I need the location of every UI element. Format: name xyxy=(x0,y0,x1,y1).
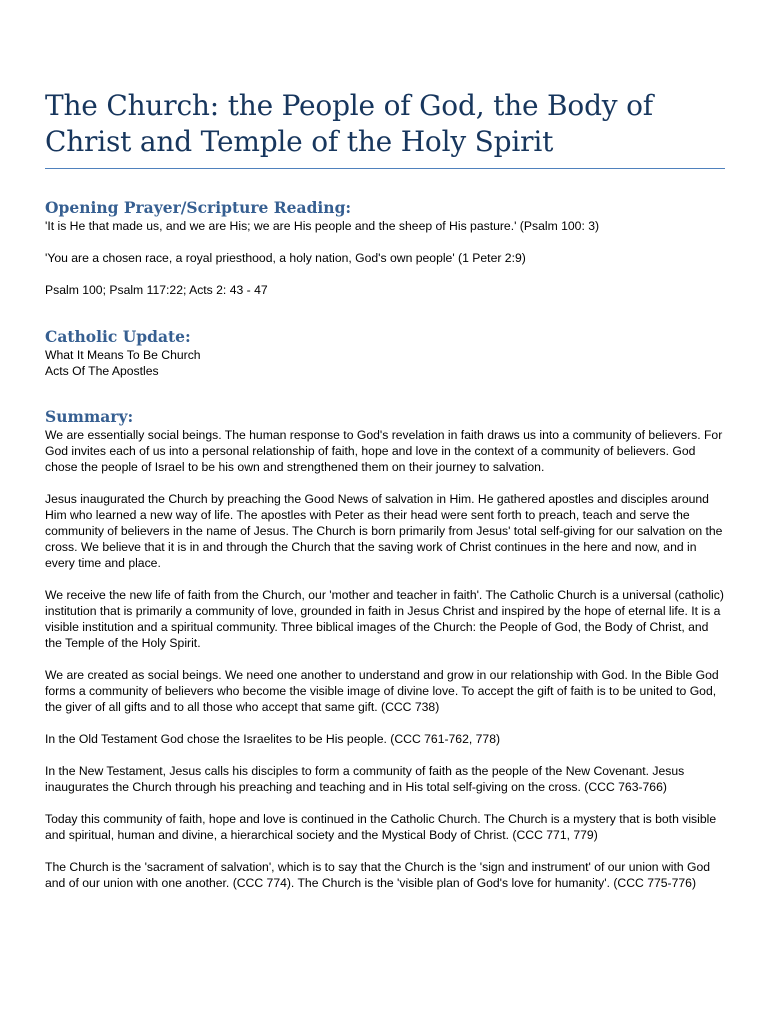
document-title: The Church: the People of God, the Body of Christ and Temple of the Holy Spirit xyxy=(45,89,653,158)
scripture-quote-peter: 'You are a chosen race, a royal priesthood, a holy nation, God's own people' (1 Peter 2:9) xyxy=(45,251,526,265)
opening-prayer-body xyxy=(45,218,725,298)
scripture-references: Psalm 100; Psalm 117:22; Acts 2: 43 - 47 xyxy=(45,283,268,297)
catholic-update-item: Acts Of The Apostles xyxy=(45,364,159,378)
summary-paragraph: We are created as social beings. We need one another to understand and grow in our relationship with God. In the Bible God forms a community of believers who become the visible image of divine love. To accept the gift of faith is to be united to God, the giver of all gifts and to all those who accept that same gift. (CCC 738) xyxy=(45,668,719,714)
summary-paragraph: In the Old Testament God chose the Israelites to be His people. (CCC 761-762, 778) xyxy=(45,732,501,746)
summary-paragraph: In the New Testament, Jesus calls his disciples to form a community of faith as the people of the New Covenant. Jesus inaugurates the Church through his preaching and teaching and in His total self-giving on the cross. (CCC 763-766) xyxy=(45,764,685,794)
catholic-update-heading: Catholic Update: xyxy=(45,327,191,346)
summary-body xyxy=(45,427,725,891)
summary-paragraph: We receive the new life of faith from the Church, our 'mother and teacher in faith'. The Catholic Church is a universal (catholic) institution that is primarily a community of love, grounded in faith in Jesus Christ and inspired by the hope of eternal life. It is a visible institution and a spiritual community. Three biblical images of the Church: the People of God, the Body of Christ, and the Temple of the Holy Spirit. xyxy=(45,588,724,650)
scripture-quote-psalm: 'It is He that made us, and we are His; we are His people and the sheep of His pasture.' (Psalm 100: 3) xyxy=(45,219,600,233)
summary-section xyxy=(45,407,725,891)
summary-paragraph: Jesus inaugurated the Church by preaching the Good News of salvation in Him. He gathered apostles and disciples around Him who learned a new way of life. The apostles with Peter as their head were sent forth to preach, teach and serve the community of believers in the name of Jesus. The Church is born primarily from Jesus' total self-giving for our salvation on the cross. We believe that it is in and through the Church that the saving work of Christ continues in the here and now, and in every time and place. xyxy=(45,492,723,570)
document-page xyxy=(45,0,725,891)
summary-paragraph: Today this community of faith, hope and love is continued in the Catholic Church. The Church is a mystery that is both visible and spiritual, human and divine, a hierarchical society and the Mystical Body of Christ. (CCC 771, 779) xyxy=(45,812,717,842)
catholic-update-section xyxy=(45,327,725,379)
opening-prayer-heading: Opening Prayer/Scripture Reading: xyxy=(45,198,352,217)
summary-paragraph: The Church is the 'sacrament of salvation', which is to say that the Church is the 'sign and instrument' of our union with God and of our union with one another. (CCC 774). The Church is the 'visible plan of God's love for humanity'. (CCC 775-776) xyxy=(45,860,711,890)
summary-paragraph: We are essentially social beings. The human response to God's revelation in faith draws us into a community of believers. For God invites each of us into a personal relationship of faith, hope and love in the context of a community of believers. God chose the people of Israel to be his own and strengthened them on their journey to salvation. xyxy=(45,428,723,474)
catholic-update-item: What It Means To Be Church xyxy=(45,348,201,362)
opening-prayer-section xyxy=(45,198,725,298)
summary-heading: Summary: xyxy=(45,407,134,426)
title-divider xyxy=(45,168,725,169)
